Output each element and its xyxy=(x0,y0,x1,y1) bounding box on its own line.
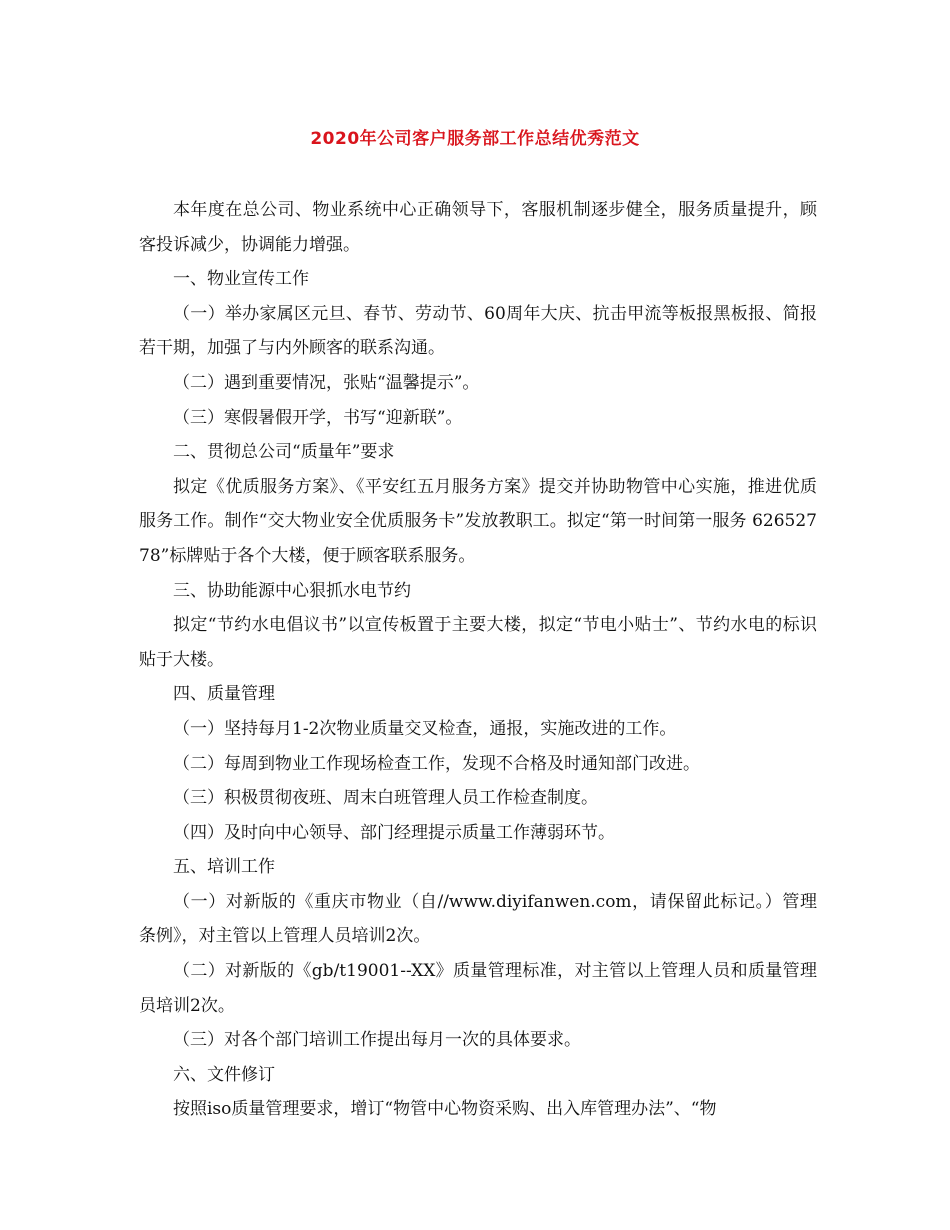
document-title: 2020年公司客户服务部工作总结优秀范文 xyxy=(310,129,640,149)
section-heading-3: 三、协助能源中心狠抓水电节约 xyxy=(173,580,411,601)
list-item: （一）坚持每月1-2次物业质量交叉检查，通报，实施改进的工作。 xyxy=(173,718,677,739)
list-item: （三）寒假暑假开学，书写“迎新联”。 xyxy=(173,407,463,428)
list-item: （二）遇到重要情况，张贴“温馨提示”。 xyxy=(173,372,480,393)
intro-paragraph: 本年度在总公司、物业系统中心正确领导下，客服机制逐步健全，服务质量提升，顾客投诉减少，协调能力增强。 xyxy=(139,200,817,255)
list-item: （三）对各个部门培训工作提出每月一次的具体要求。 xyxy=(173,1030,581,1051)
section-heading-5: 五、培训工作 xyxy=(173,857,275,878)
body-paragraph: 按照iso质量管理要求，增订“物管中心物资采购、出入库管理办法”、“物 xyxy=(173,1099,717,1120)
section-heading-6: 六、文件修订 xyxy=(173,1064,275,1085)
list-item: （一）对新版的《重庆市物业（自//www.diyifanwen.com，请保留此标记。）管理条例》，对主管以上管理人员培训2次。 xyxy=(139,891,817,947)
section-heading-4: 四、质量管理 xyxy=(173,684,275,705)
list-item: （二）对新版的《gb/t19001--XX》质量管理标准，对主管以上管理人员和质量管理员培训2次。 xyxy=(139,961,817,1016)
list-item: （二）每周到物业工作现场检查工作，发现不合格及时通知部门改进。 xyxy=(173,753,700,774)
body-paragraph: 拟定《优质服务方案》、《平安红五月服务方案》提交并协助物管中心实施，推进优质服务工作。制作“交大物业安全优质服务卡”发放教职工。拟定“第一时间第一服务 62652778”标牌贴于各个大楼，便于顾客联系服务。 xyxy=(139,476,817,566)
list-item: （四）及时向中心领导、部门经理提示质量工作薄弱环节。 xyxy=(173,822,615,843)
document-body xyxy=(139,193,817,1127)
section-heading-2: 二、贯彻总公司“质量年”要求 xyxy=(173,442,395,463)
body-paragraph: 拟定“节约水电倡议书”以宣传板置于主要大楼，拟定“节电小贴士”、节约水电的标识贴于大楼。 xyxy=(139,615,817,670)
list-item: （一）举办家属区元旦、春节、劳动节、60周年大庆、抗击甲流等板报黑板报、简报若干期，加强了与内外顾客的联系沟通。 xyxy=(139,303,817,359)
list-item: （三）积极贯彻夜班、周末白班管理人员工作检查制度。 xyxy=(173,788,598,809)
section-heading-1: 一、物业宣传工作 xyxy=(173,269,309,290)
